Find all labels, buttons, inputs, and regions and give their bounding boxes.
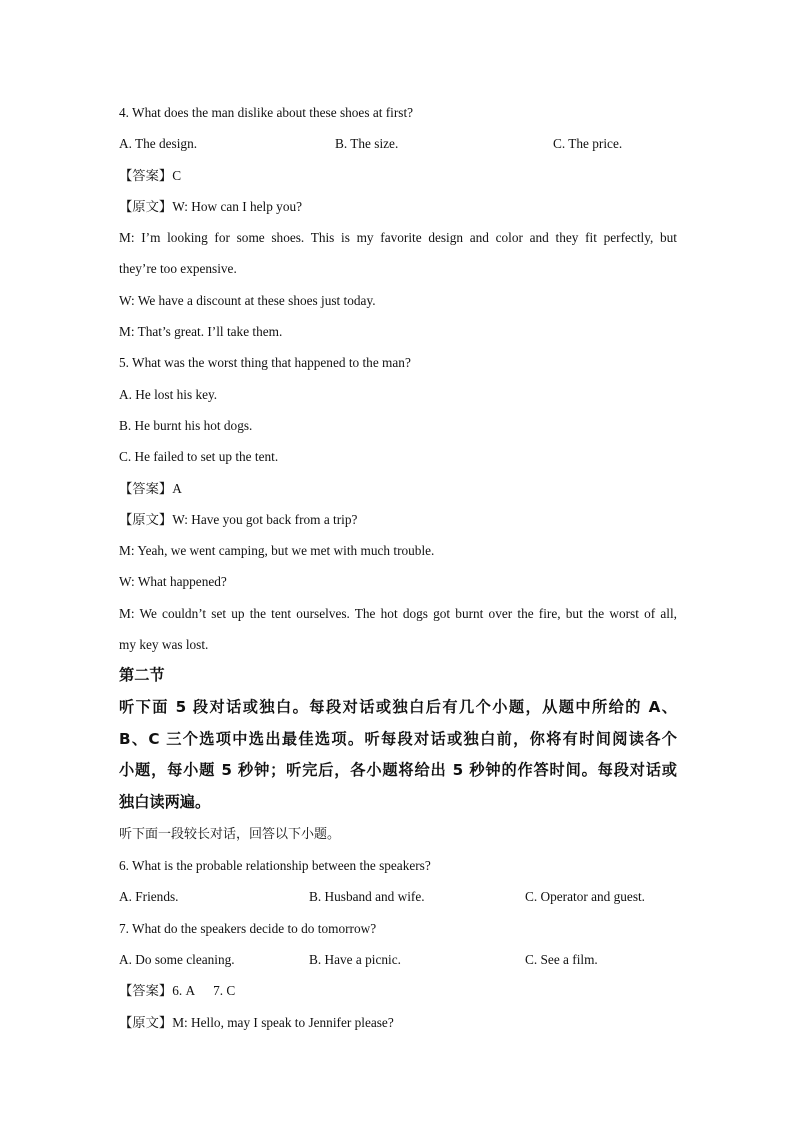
question-4: 4. What does the man dislike about these shoes at first? [119, 105, 414, 120]
answer-label: 【答案】 [119, 481, 173, 497]
instructions-line-4: 独白读两遍。 [119, 793, 211, 812]
instructions-line-1: 听下面 5 段对话或独白。每段对话或独白后有几个小题，从题中所给的 A、 [119, 698, 677, 717]
script-label: 【原文】 [119, 512, 173, 528]
q5-option-a: A. He lost his key. [119, 386, 218, 402]
q4-option-c: C. The price. [553, 136, 623, 152]
section-heading: 第二节 [119, 666, 165, 685]
q4-answer [119, 160, 677, 191]
q4-option-a: A. The design. [119, 136, 198, 152]
script-label: 【原文】 [119, 1015, 173, 1031]
question-7: 7. What do the speakers decide to do tomorrow? [119, 920, 377, 936]
script-label: 【原文】 [119, 199, 173, 215]
answer-7: 7. C [213, 983, 236, 999]
q5-script-line-1 [119, 504, 677, 535]
q5-script-line-4: M: We couldn’t set up the tent ourselves. The hot dogs got burnt over the fire, but the worst of all, [119, 605, 677, 621]
q6-option-c: C. Operator and guest. [525, 889, 646, 905]
q5-option-c: C. He failed to set up the tent. [119, 449, 279, 465]
q4-script-line-5: M: That’s great. I’ll take them. [119, 324, 283, 340]
answer-label: 【答案】 [119, 984, 173, 1000]
q5-script-line-5: my key was lost. [119, 637, 209, 653]
q7-option-a: A. Do some cleaning. [119, 951, 235, 967]
q6-7-script-line-1 [119, 1007, 677, 1038]
q6-option-b: B. Husband and wife. [309, 889, 425, 905]
question-7-options [119, 944, 677, 975]
question-5: 5. What was the worst thing that happened to the man? [119, 355, 411, 371]
q5-answer [119, 473, 677, 504]
instructions-line-2: B、C 三个选项中选出最佳选项。听每段对话或独白前，你将有时间阅读各个 [119, 729, 677, 748]
answer-label: 【答案】 [119, 168, 173, 184]
question-6-options [119, 881, 677, 912]
section-intro: 听下面一段较长对话，回答以下小题。 [119, 826, 341, 842]
question-6: 6. What is the probable relationship between the speakers? [119, 858, 431, 874]
q5-script-line-2: M: Yeah, we went camping, but we met with much trouble. [119, 543, 435, 559]
script-text: M: Hello, may I speak to Jennifer please? [172, 1014, 394, 1030]
q6-option-a: A. Friends. [119, 889, 179, 905]
answer-value: A [172, 480, 182, 496]
q4-script-line-2: M: I’m looking for some shoes. This is my favorite design and color and they fit perfectly, but [119, 230, 677, 246]
q4-option-b: B. The size. [335, 136, 399, 152]
q5-script-line-3: W: What happened? [119, 574, 227, 590]
script-text: W: Have you got back from a trip? [172, 511, 358, 527]
q4-script-line-3: they’re too expensive. [119, 261, 237, 277]
q5-option-b: B. He burnt his hot dogs. [119, 417, 253, 433]
document-page [119, 97, 677, 1038]
answer-value: C [172, 167, 182, 183]
answer-6: 6. A [172, 983, 196, 999]
instructions-line-3: 小题，每小题 5 秒钟；听完后，各小题将给出 5 秒钟的作答时间。每段对话或 [119, 761, 677, 780]
q7-option-c: C. See a film. [525, 951, 598, 967]
q7-option-b: B. Have a picnic. [309, 951, 401, 967]
q4-script-line-4: W: We have a discount at these shoes just today. [119, 292, 376, 308]
q4-script-line-1 [119, 191, 677, 222]
q6-7-answer [119, 975, 677, 1006]
script-text: W: How can I help you? [172, 198, 303, 214]
question-4-options [119, 128, 677, 159]
